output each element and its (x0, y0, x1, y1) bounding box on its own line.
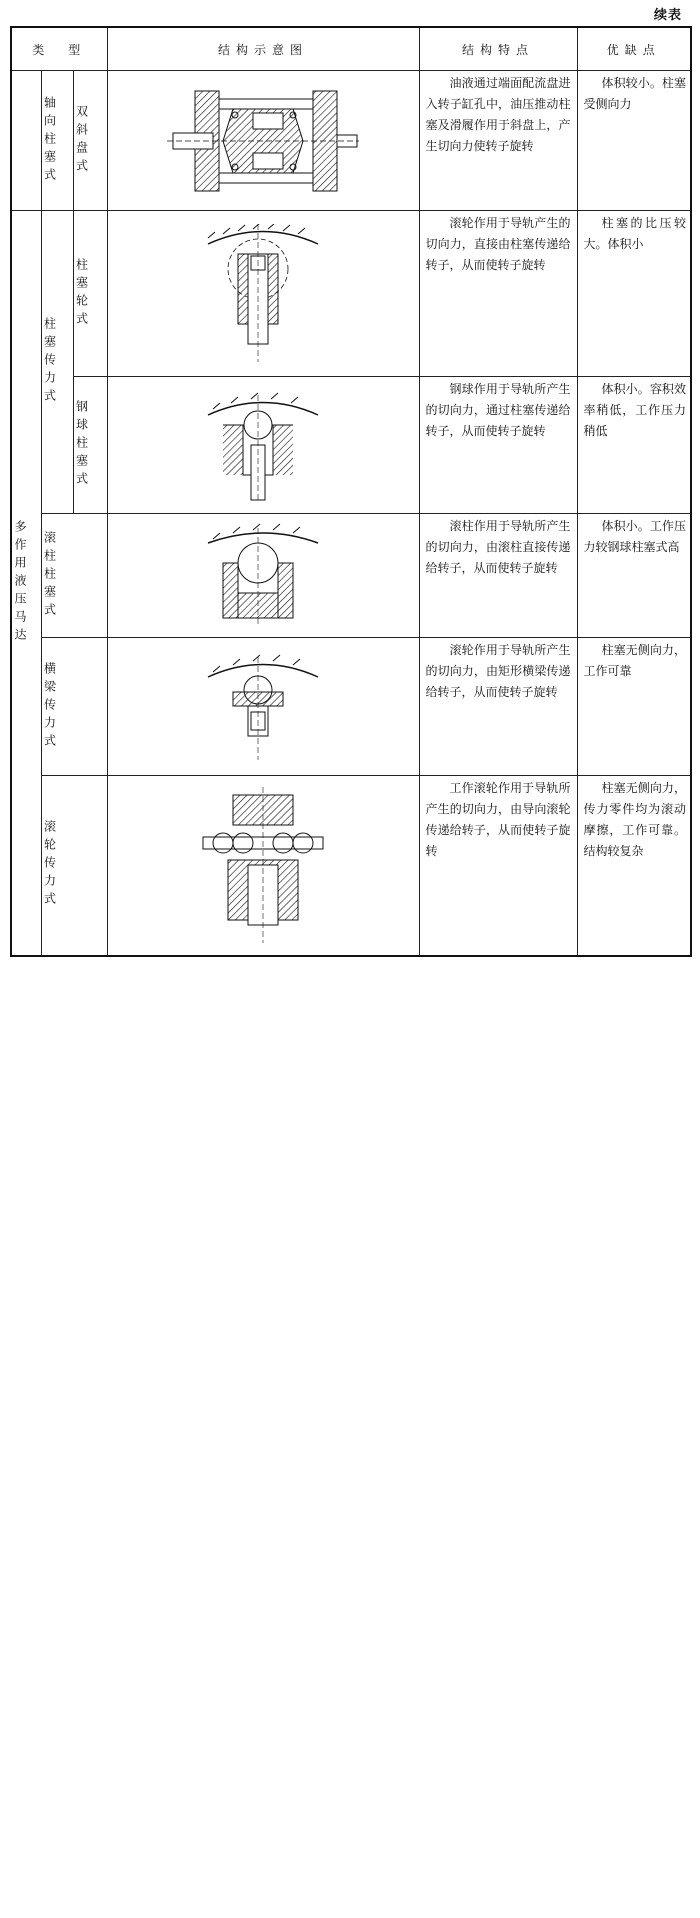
roller-transmission-diagram (193, 785, 333, 945)
pros-cons-text: 体积较小。柱塞受侧向力 (577, 71, 691, 211)
type-name: 滚轮传力式 (42, 820, 57, 911)
pros-cons-text: 柱塞无侧向力，工作可靠 (577, 638, 691, 776)
pros-cons-text: 体积小。容积效率稍低，工作压力稍低 (577, 377, 691, 514)
features-text: 钢球作用于导轨所产生的切向力，通过柱塞传递给转子，从而使转子旋转 (419, 377, 577, 514)
double-swashplate-diagram (163, 81, 363, 201)
pros-cons-text: 柱塞的比压较大。体积小 (577, 211, 691, 377)
pros-cons-text: 体积小。工作压力较钢球柱塞式高 (577, 514, 691, 638)
type-name: 滚柱柱塞式 (42, 530, 57, 621)
continued-label: 续表 (653, 8, 682, 23)
features-text: 油液通过端面配流盘进入转子缸孔中，油压推动柱塞及滑履作用于斜盘上，产生切向力使转子旋转 (419, 71, 577, 211)
group-axial: 轴向柱塞式 (42, 95, 57, 186)
type-name: 横梁传力式 (42, 661, 57, 752)
pros-cons-text: 柱塞无侧向力，传力零件均为滚动摩擦，工作可靠。结构较复杂 (577, 776, 691, 956)
features-text: 滚柱作用于导轨所产生的切向力，由滚柱直接传递给转子，从而使转子旋转 (419, 514, 577, 638)
steel-ball-plunger-diagram (203, 385, 323, 505)
header-pros-cons: 优缺点 (577, 27, 691, 71)
plunger-roller-diagram (203, 224, 323, 364)
type-name: 柱塞轮式 (74, 257, 89, 330)
table-row (11, 211, 691, 377)
header-features: 结构特点 (419, 27, 577, 71)
table-row (11, 776, 691, 956)
type-name: 钢球柱塞式 (74, 400, 89, 490)
type-name: 双斜盘式 (74, 104, 89, 177)
features-text: 滚轮作用于导轨产生的切向力，直接由柱塞传递给转子，从而使转子旋转 (419, 211, 577, 377)
motor-type-table (10, 26, 692, 957)
group-multi: 多作用液压马达 (13, 519, 27, 646)
table-row (11, 514, 691, 638)
header-row (11, 27, 691, 71)
features-text: 工作滚轮作用于导轨所产生的切向力，由导向滚轮传递给转子，从而使转子旋转 (419, 776, 577, 956)
crossbeam-diagram (203, 652, 323, 762)
table-row (11, 377, 691, 514)
table-row (11, 71, 691, 211)
header-type: 类 型 (11, 27, 107, 71)
group-plunger-trans: 柱塞传力式 (42, 317, 57, 407)
roller-plunger-diagram (203, 523, 323, 628)
features-text: 滚轮作用于导轨所产生的切向力，由矩形横梁传递给转子，从而使转子旋转 (419, 638, 577, 776)
header-diagram: 结构示意图 (107, 27, 419, 71)
table-row (11, 638, 691, 776)
